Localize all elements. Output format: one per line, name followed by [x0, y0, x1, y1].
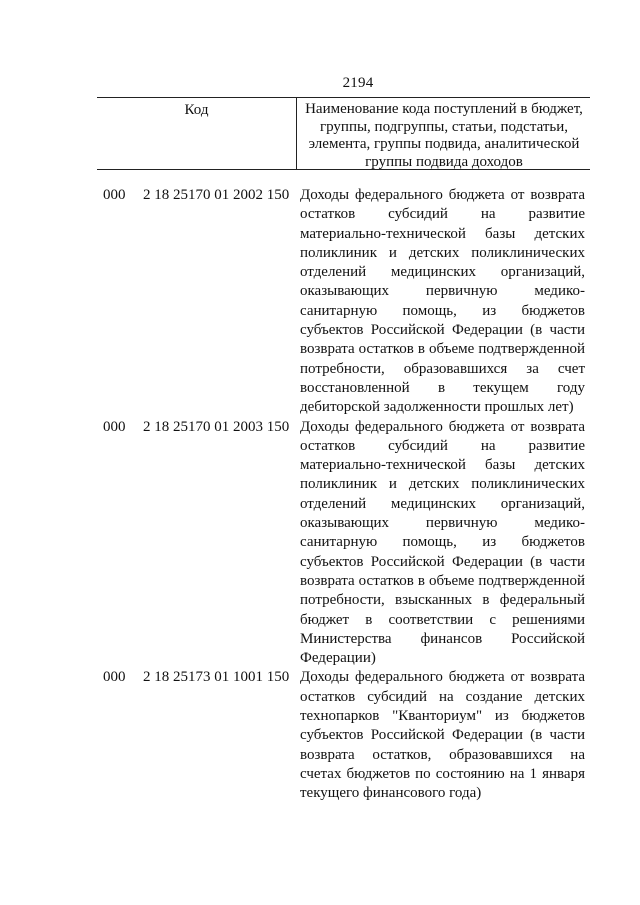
- header-code-label: Код: [184, 102, 209, 118]
- revenue-code: 2 18 25170 01 2003 150: [143, 418, 290, 435]
- table-row: [0, 668, 640, 803]
- header-name-label: Наименование кода поступлений в бюджет, группы, подгруппы, статьи, подстатьи, элемента, группы подвида, аналитической группы подвида доходов: [305, 101, 583, 170]
- page-number: 2194: [342, 75, 374, 91]
- header-column-divider: [296, 98, 297, 169]
- revenue-description: Доходы федерального бюджета от возврата остатков субсидий на развитие материально-технической базы детских поликлиник и детских поликлинических отделений медицинских организаций, оказывающих первичную медико-санитарную помощь, из бюджетов субъектов Российской Федерации (в части возврата остатков в объеме подтвержденной потребности, взысканных в федеральный бюджет в соответствии с решениями Министерства финансов Российской Федерации): [300, 418, 585, 667]
- revenue-code: 2 18 25170 01 2002 150: [143, 187, 290, 203]
- admin-code: 000: [103, 418, 126, 435]
- revenue-description: Доходы федерального бюджета от возврата остатков субсидий на создание детских технопарков "Кванториум" из бюджетов субъектов Российской Федерации (в части возврата остатков, образовавшихся на счетах бюджетов по состоянию на 1 января текущего финансового года): [300, 669, 585, 802]
- table-row: [0, 186, 640, 418]
- revenue-description: Доходы федерального бюджета от возврата остатков субсидий на развитие материально-технической базы детских поликлиник и детских поликлинических отделений медицинских организаций, оказывающих первичную медико-санитарную помощь, из бюджетов субъектов Российской Федерации (в части возврата остатков в объеме подтвержденной потребности, образовавшихся за счет восстановленной в текущем году дебиторской задолженности прошлых лет): [300, 187, 585, 416]
- admin-code: 000: [103, 187, 126, 203]
- table-header: [97, 97, 590, 170]
- table-row: [0, 418, 640, 669]
- revenue-code: 2 18 25173 01 1001 150: [143, 669, 290, 686]
- admin-code: 000: [103, 669, 126, 686]
- entries-list: [0, 186, 640, 804]
